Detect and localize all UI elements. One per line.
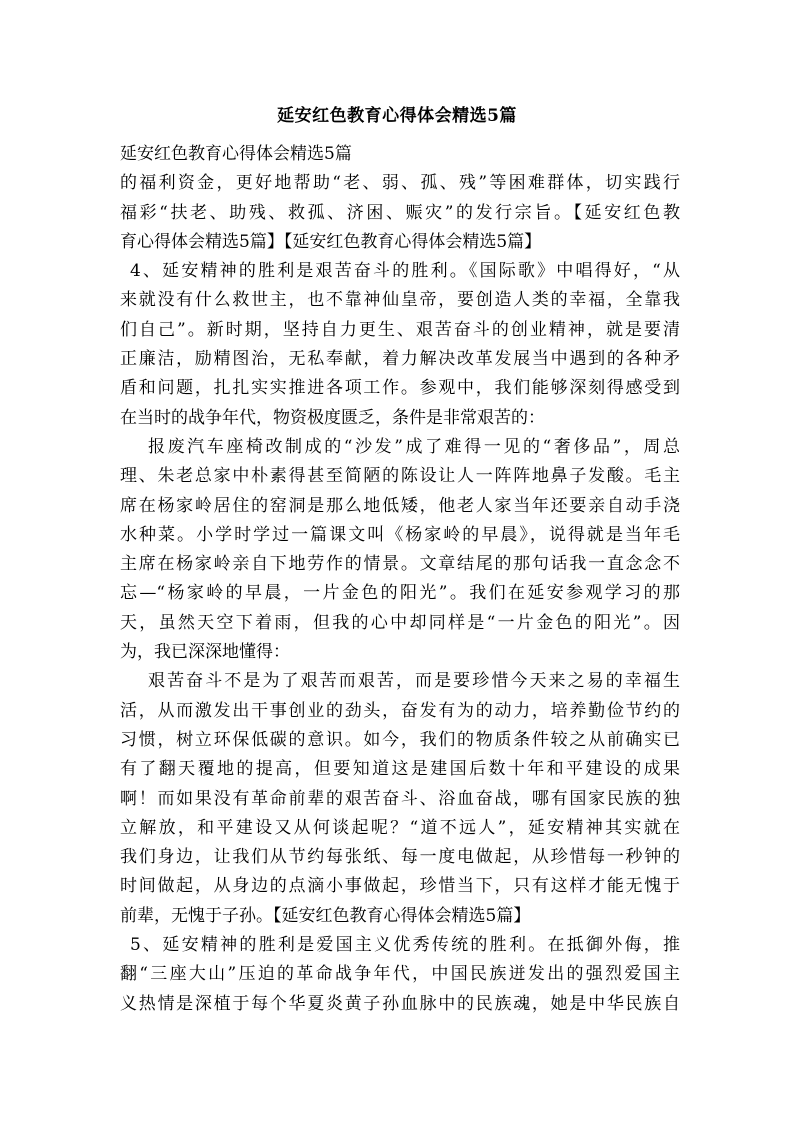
body-line: 在当时的战争年代，物资极度匮乏，条件是非常艰苦的： bbox=[120, 407, 545, 428]
body-line: 们自己”。新时期，坚持自力更生、艰苦奋斗的创业精神，就是要清 bbox=[120, 319, 680, 340]
document-title: 延安红色教育心得体会精选5篇 bbox=[277, 106, 517, 126]
body-line: 正廉洁，励精图治，无私奉献，着力解决改革发展当中遇到的各种矛 bbox=[120, 349, 680, 370]
body-line: 理、朱老总家中朴素得甚至简陋的陈设让人一阵阵地鼻子发酸。毛主 bbox=[120, 466, 680, 487]
body-line: 天，虽然天空下着雨，但我的心中却同样是“一片金色的阳光”。因 bbox=[120, 612, 680, 633]
body-line: 的福利资金，更好地帮助“老、弱、孤、残”等困难群体，切实践行 bbox=[120, 173, 680, 194]
body-line: 有了翻天覆地的提高，但要知道这是建国后数十年和平建设的成果 bbox=[120, 759, 680, 780]
body-line: 席在杨家岭居住的窑洞是那么地低矮，他老人家当年还要亲自动手浇 bbox=[120, 495, 680, 516]
body-line: 习惯，树立环保低碳的意识。如今，我们的物质条件较之从前确实已 bbox=[120, 729, 680, 750]
body-line: 我们身边，让我们从节约每张纸、每一度电做起，从珍惜每一秒钟的 bbox=[120, 847, 680, 868]
body-line: 水种菜。小学时学过一篇课文叫《杨家岭的早晨》，说得就是当年毛 bbox=[120, 524, 680, 545]
body-line: 义热情是深植于每个华夏炎黄子孙血脉中的民族魂，她是中华民族自 bbox=[120, 993, 680, 1014]
body-line: 啊！而如果没有革命前辈的艰苦奋斗、浴血奋战，哪有国家民族的独 bbox=[120, 788, 680, 809]
body-line: 4、延安精神的胜利是艰苦奋斗的胜利。《国际歌》中唱得好，“从 bbox=[130, 261, 680, 282]
body-line: 延安红色教育心得体会精选5篇 bbox=[120, 144, 352, 164]
body-line: 报废汽车座椅改制成的“沙发”成了难得一见的“奢侈品”，周总 bbox=[148, 436, 680, 457]
body-line: 来就没有什么救世主，也不靠神仙皇帝，要创造人类的幸福，全靠我 bbox=[120, 290, 680, 311]
body-line: 主席在杨家岭亲自下地劳作的情景。文章结尾的那句话我一直念念不 bbox=[120, 554, 680, 575]
body-line: 福彩“扶老、助残、救孤、济困、赈灾”的发行宗旨。【延安红色教 bbox=[120, 202, 680, 223]
document-body bbox=[120, 140, 680, 1019]
body-line: 立解放，和平建设又从何谈起呢？“道不远人”，延安精神其实就在 bbox=[120, 817, 680, 838]
body-line: 育心得体会精选5篇】【延安红色教育心得体会精选5篇】 bbox=[120, 231, 542, 252]
body-line: 忘—“杨家岭的早晨，一片金色的阳光”。我们在延安参观学习的那 bbox=[120, 583, 680, 604]
body-line: 活，从而激发出干事创业的劲头，奋发有为的动力，培养勤俭节约的 bbox=[120, 700, 680, 721]
body-line: 时间做起，从身边的点滴小事做起，珍惜当下，只有这样才能无愧于 bbox=[120, 876, 680, 897]
body-line: 5、延安精神的胜利是爱国主义优秀传统的胜利。在抵御外侮，推 bbox=[130, 935, 680, 956]
body-line: 前辈，无愧于子孙。【延安红色教育心得体会精选5篇】 bbox=[120, 905, 531, 926]
body-line: 艰苦奋斗不是为了艰苦而艰苦，而是要珍惜今天来之易的幸福生 bbox=[148, 671, 680, 692]
body-line: 为，我已深深地懂得： bbox=[120, 642, 290, 663]
body-line: 盾和问题，扎扎实实推进各项工作。参观中，我们能够深刻得感受到 bbox=[120, 378, 680, 399]
body-line: 翻“三座大山”压迫的革命战争年代，中国民族迸发出的强烈爱国主 bbox=[120, 964, 680, 985]
